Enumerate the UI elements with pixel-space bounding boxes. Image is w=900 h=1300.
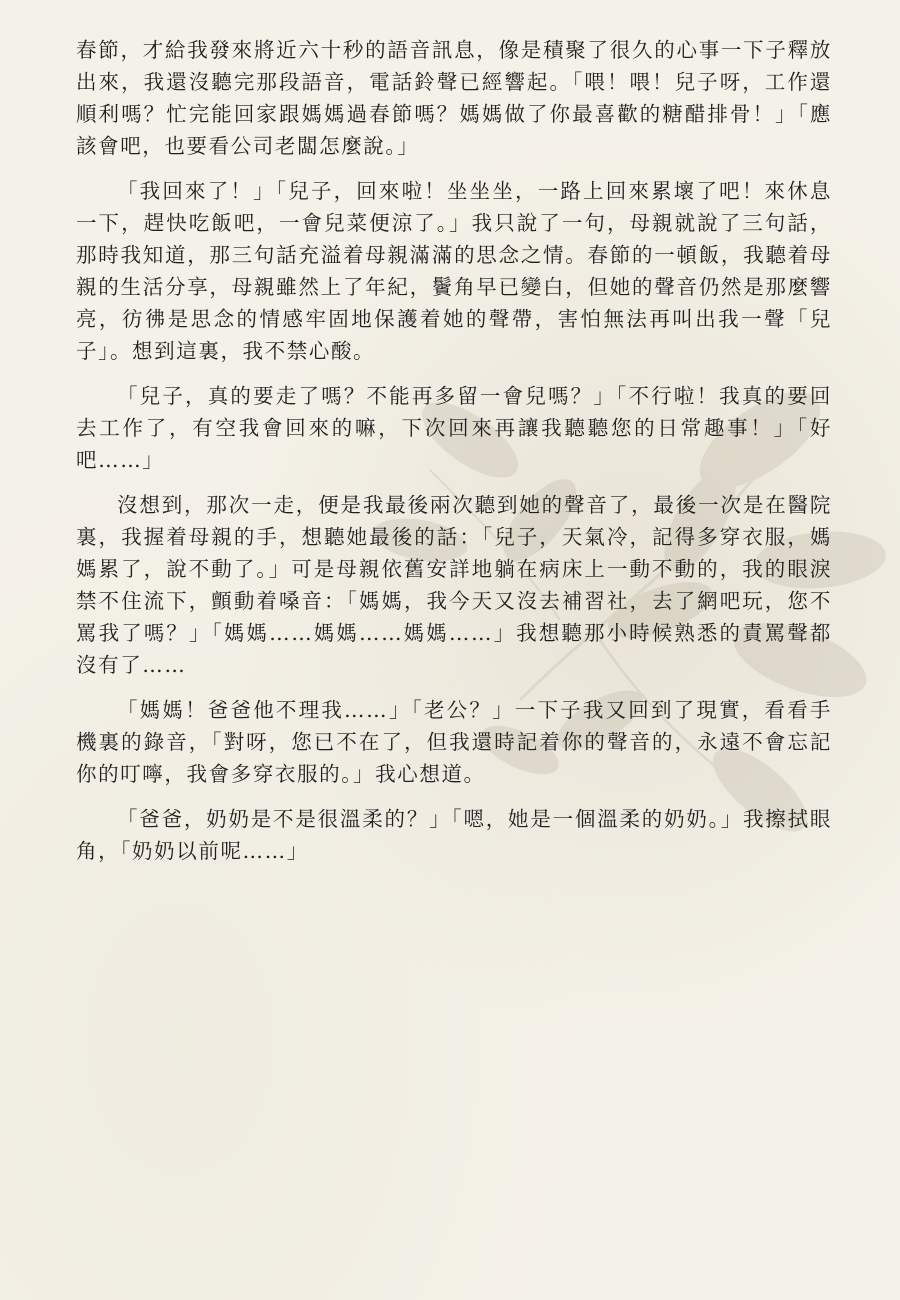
paragraph-6: 「爸爸，奶奶是不是很溫柔的？」「嗯，她是一個溫柔的奶奶。」我擦拭眼角，「奶奶以前呢……」 <box>76 807 832 863</box>
paragraph-5: 「媽媽！爸爸他不理我……」「老公？」一下子我又回到了現實，看看手機裏的錄音，「對呀，您已不在了，但我還時記着你的聲音的，永遠不會忘記你的叮嚀，我會多穿衣服的。」我心想道。 <box>76 698 832 786</box>
essay-text <box>76 34 832 880</box>
paragraph-4: 沒想到，那次一走，便是我最後兩次聽到她的聲音了，最後一次是在醫院裏，我握着母親的手，想聽她最後的話：「兒子，天氣冷，記得多穿衣服，媽媽累了，說不動了。」可是母親依舊安詳地躺在病床上一動不動的，我的眼淚禁不住流下，顫動着嗓音：「媽媽，我今天又沒去補習社，去了網吧玩，您不罵我了嗎？」「媽媽……媽媽……媽媽……」我想聽那小時候熟悉的責罵聲都沒有了…… <box>76 493 832 677</box>
paragraph-3: 「兒子，真的要走了嗎？不能再多留一會兒嗎？」「不行啦！我真的要回去工作了，有空我會回來的嘛，下次回來再讓我聽聽您的日常趣事！」「好吧……」 <box>76 384 832 472</box>
paragraph-2: 「我回來了！」「兒子，回來啦！坐坐坐，一路上回來累壞了吧！來休息一下，趕快吃飯吧，一會兒菜便涼了。」我只說了一句，母親就說了三句話，那時我知道，那三句話充溢着母親滿滿的思念之情。春節的一頓飯，我聽着母親的生活分享，母親雖然上了年紀，鬢角早已變白，但她的聲音仍然是那麼響亮，彷彿是思念的情感牢固地保護着她的聲帶，害怕無法再叫出我一聲「兒子」。想到這裏，我不禁心酸。 <box>76 179 832 363</box>
paragraph-1: 春節，才給我發來將近六十秒的語音訊息，像是積聚了很久的心事一下子釋放出來，我還沒聽完那段語音，電話鈴聲已經響起。「喂！喂！兒子呀，工作還順利嗎？忙完能回家跟媽媽過春節嗎？媽媽做了你最喜歡的糖醋排骨！」「應該會吧，也要看公司老闆怎麼說。」 <box>76 38 832 158</box>
